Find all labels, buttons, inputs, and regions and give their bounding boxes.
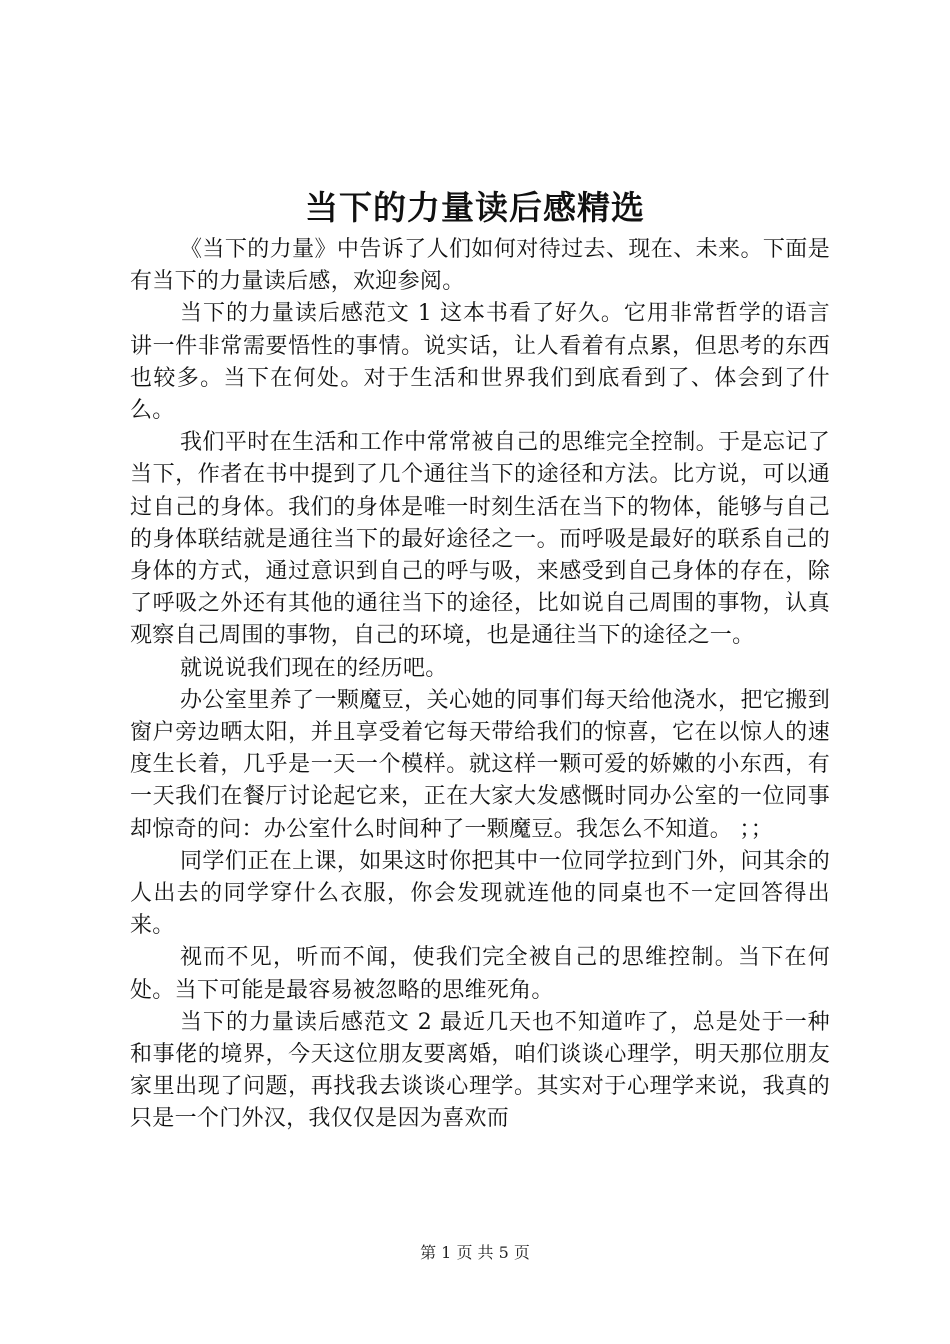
paragraph: 当下的力量读后感范文 1 这本书看了好久。它用非常哲学的语言讲一件非常需要悟性的事情。说实话，让人看着有点累，但思考的东西也较多。当下在何处。对于生活和世界我们到底看到了、体会到了什么。 bbox=[130, 301, 830, 424]
document-body bbox=[130, 234, 830, 1136]
paragraph: 就说说我们现在的经历吧。 bbox=[180, 655, 448, 681]
paragraph: 《当下的力量》中告诉了人们如何对待过去、现在、未来。下面是有当下的力量读后感，欢迎参阅。 bbox=[130, 237, 830, 295]
paragraph: 同学们正在上课，如果这时你把其中一位同学拉到门外，问其余的人出去的同学穿什么衣服，你会发现就连他的同桌也不一定回答得出来。 bbox=[130, 848, 830, 939]
paragraph: 当下的力量读后感范文 2 最近几天也不知道咋了，总是处于一种和事佬的境界，今天这位朋友要离婚，咱们谈谈心理学，明天那位朋友家里出现了问题，再找我去谈谈心理学。其实对于心理学来说，我真的只是一个门外汉，我仅仅是因为喜欢而 bbox=[130, 1009, 830, 1132]
page-footer: 第 1 页 共 5 页 bbox=[420, 1243, 530, 1262]
document-title: 当下的力量读后感精选 bbox=[305, 188, 645, 227]
paragraph: 办公室里养了一颗魔豆，关心她的同事们每天给他浇水，把它搬到窗户旁边晒太阳，并且享受着它每天带给我们的惊喜，它在以惊人的速度生长着，几乎是一天一个模样。就这样一颗可爱的娇嫩的小东西，有一天我们在餐厅讨论起它来，正在大家大发感慨时同办公室的一位同事却惊奇的问：办公室什么时间种了一颗魔豆。我怎么不知道。 ；； bbox=[130, 687, 830, 842]
paragraph: 视而不见，听而不闻，使我们完全被自己的思维控制。当下在何处。当下可能是最容易被忽略的思维死角。 bbox=[130, 945, 830, 1003]
paragraph: 我们平时在生活和工作中常常被自己的思维完全控制。于是忘记了当下，作者在书中提到了几个通往当下的途径和方法。比方说，可以通过自己的身体。我们的身体是唯一时刻生活在当下的物体，能够与自己的身体联结就是通往当下的最好途径之一。而呼吸是最好的联系自己的身体的方式，通过意识到自己的呼与吸，来感受到自己身体的存在，除了呼吸之外还有其他的通往当下的途径，比如说自己周围的事物，认真观察自己周围的事物，自己的环境，也是通往当下的途径之一。 bbox=[130, 430, 830, 649]
